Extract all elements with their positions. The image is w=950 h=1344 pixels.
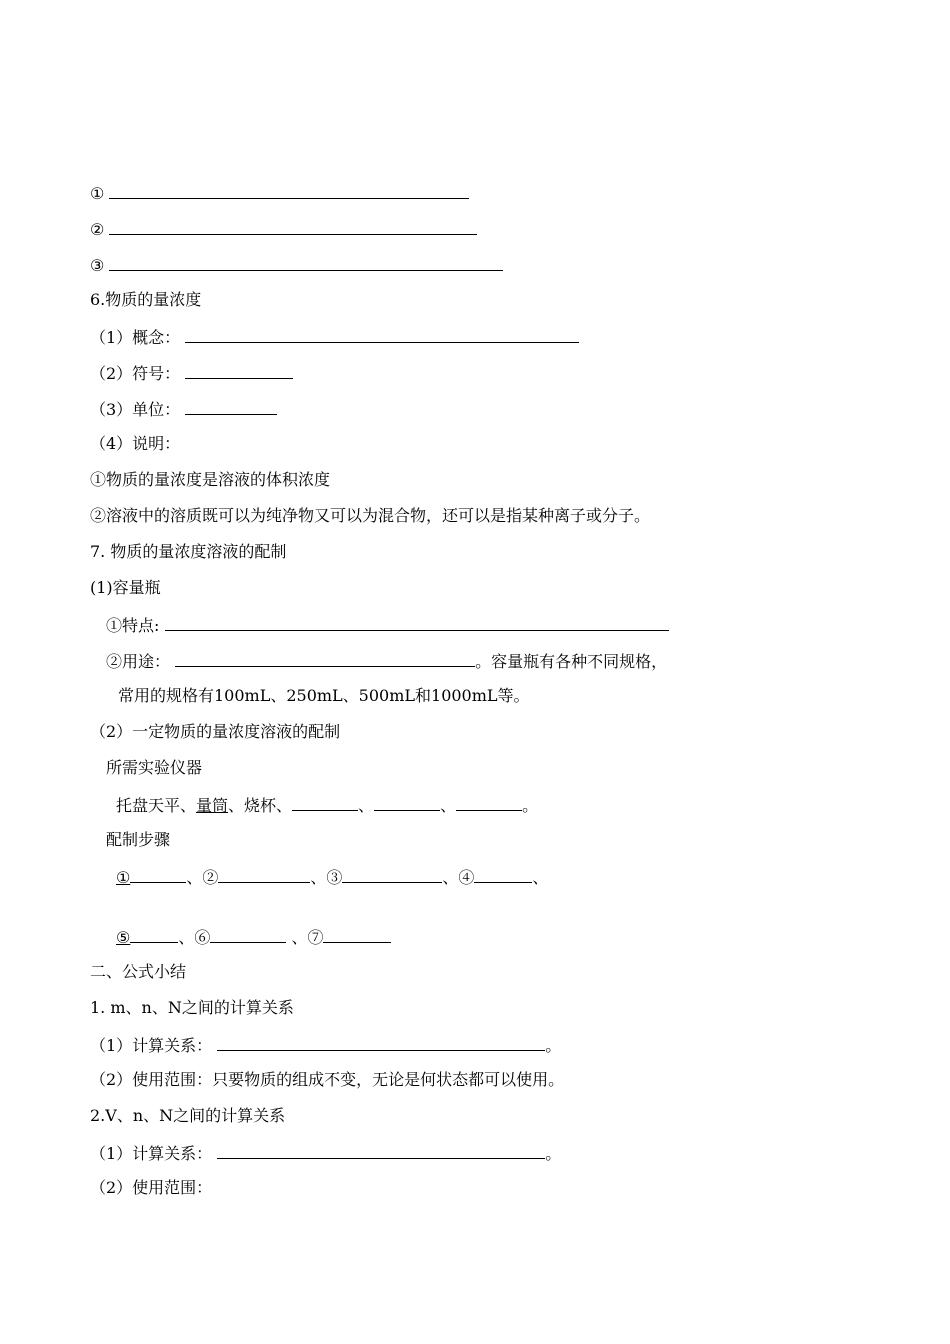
blank-field[interactable] xyxy=(185,362,293,379)
blank-field[interactable] xyxy=(109,182,469,199)
blank-field[interactable] xyxy=(342,866,442,883)
blank-field[interactable] xyxy=(218,866,310,883)
formula-2-relation xyxy=(90,1142,561,1164)
text: 、④ xyxy=(442,868,475,887)
blank-field[interactable] xyxy=(456,794,522,811)
formula-2-range: （2）使用范围： xyxy=(90,1178,213,1197)
spec-line: 常用的规格有100mL、250mL、500mL和1000mL等。 xyxy=(118,686,530,705)
text: 。 xyxy=(545,1036,562,1055)
unit-line xyxy=(90,398,277,420)
prep-heading: （2）一定物质的量浓度溶液的配制 xyxy=(90,722,341,741)
instruments-line xyxy=(116,794,538,816)
text: 、⑦ xyxy=(286,928,324,947)
blank-field[interactable] xyxy=(130,866,186,883)
text: ① xyxy=(116,868,131,887)
blank-field[interactable] xyxy=(165,614,669,631)
label: （1）概念： xyxy=(90,328,181,347)
text: 托盘天平、 xyxy=(116,796,197,815)
blank-field[interactable] xyxy=(292,794,358,811)
text: 。 xyxy=(545,1144,562,1163)
label: （1）计算关系： xyxy=(90,1036,213,1055)
concept-line xyxy=(90,326,579,348)
label: ①特点: xyxy=(106,616,160,635)
formula-1-range: （2）使用范围：只要物质的组成不变，无论是何状态都可以使用。 xyxy=(90,1070,565,1089)
text: 、 xyxy=(358,796,375,815)
section-2-title: 二、公式小结 xyxy=(90,962,187,981)
text: 、② xyxy=(186,868,219,887)
section-7-title: 7. 物质的量浓度溶液的配制 xyxy=(90,542,287,561)
circle-line-2 xyxy=(90,218,477,240)
blank-field[interactable] xyxy=(109,218,477,235)
marker: ③ xyxy=(90,256,105,275)
text: 、 xyxy=(532,868,549,887)
blank-field[interactable] xyxy=(109,254,503,271)
marker: ① xyxy=(90,184,105,203)
blank-field[interactable] xyxy=(217,1142,545,1159)
marker: ② xyxy=(90,220,105,239)
text: 。容量瓶有各种不同规格， xyxy=(475,652,668,671)
text: ⑤ xyxy=(116,928,131,947)
blank-field[interactable] xyxy=(185,326,579,343)
label: （1）计算关系： xyxy=(90,1144,213,1163)
blank-field[interactable] xyxy=(130,926,178,943)
text: 、 xyxy=(440,796,457,815)
text: 、③ xyxy=(310,868,343,887)
label: （3）单位： xyxy=(90,400,181,419)
section-6-title: 6.物质的量浓度 xyxy=(90,290,202,309)
blank-field[interactable] xyxy=(323,926,391,943)
feature-line xyxy=(106,614,669,636)
blank-field[interactable] xyxy=(210,926,286,943)
formula-2-title: 2.V、n、N之间的计算关系 xyxy=(90,1106,286,1125)
blank-field[interactable] xyxy=(185,398,277,415)
blank-field[interactable] xyxy=(175,650,475,667)
note-1: ①物质的量浓度是溶液的体积浓度 xyxy=(90,470,331,489)
label: （2）符号： xyxy=(90,364,181,383)
blank-field[interactable] xyxy=(374,794,440,811)
formula-1-relation xyxy=(90,1034,561,1056)
blank-field[interactable] xyxy=(474,866,532,883)
text: 。 xyxy=(522,796,539,815)
formula-1-title: 1. m、n、N之间的计算关系 xyxy=(90,998,294,1017)
symbol-line xyxy=(90,362,293,384)
text: 、烧杯、 xyxy=(228,796,293,815)
flask-heading: (1)容量瓶 xyxy=(90,578,161,597)
use-line xyxy=(106,650,667,672)
label: ②用途： xyxy=(106,652,171,671)
note-line: （4）说明： xyxy=(90,434,181,453)
text: 量筒 xyxy=(196,796,229,815)
note-2: ②溶液中的溶质既可以为纯净物又可以为混合物，还可以是指某种离子或分子。 xyxy=(90,506,651,525)
circle-line-1 xyxy=(90,182,469,204)
blank-field[interactable] xyxy=(217,1034,545,1051)
circle-line-3 xyxy=(90,254,503,276)
steps-line-1 xyxy=(116,866,548,888)
steps-heading: 配制步骤 xyxy=(106,830,171,849)
instruments-heading: 所需实验仪器 xyxy=(106,758,203,777)
steps-line-2 xyxy=(116,926,391,948)
text: 、⑥ xyxy=(178,928,211,947)
